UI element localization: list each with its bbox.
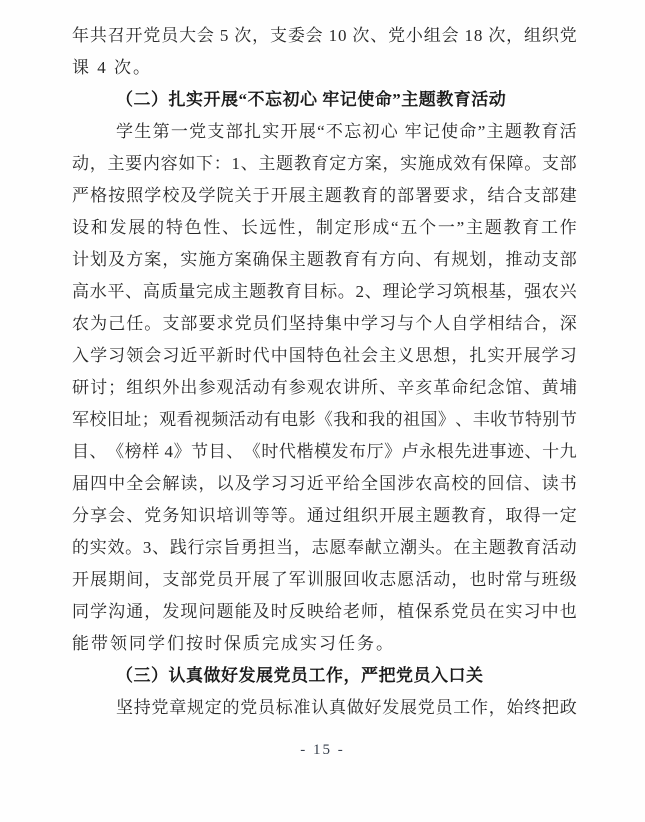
section-heading: （三）认真做好发展党员工作，严把党员入口关 — [116, 666, 484, 685]
paragraph-line: 计 划 及 方 案 ， 实 施 方 案 确 保 主 题 教 育 有 方 向 、 有 规 划 ， 推 动 支 部 — [72, 250, 577, 269]
paragraph-line: 能带领同学们按时保质完成实习任务。 — [72, 634, 395, 653]
page-footer — [0, 742, 645, 759]
paragraph-line: 的 实 效 。 3 、 践 行 宗 旨 勇 担 当 ， 志 愿 奉 献 立 潮 头 。 在 主 题 教 育 活 动 — [72, 538, 577, 557]
paragraph-line: 入 学 习 领 会 习 近 平 新 时 代 中 国 特 色 社 会 主 义 思 想 ， 扎 实 开 展 学 习 — [72, 346, 577, 365]
paragraph-line: 届 四 中 全 会 解 读 ， 以 及 学 习 习 近 平 给 全 国 涉 农 高 校 的 回 信 、 读 书 — [72, 474, 577, 493]
section-heading: （二）扎实开展“不忘初心 牢记使命”主题教育活动 — [116, 90, 507, 109]
paragraph-line: 设 和 发 展 的 特 色 性 、 长 远 性 ， 制 定 形 成 “ 五 个 一 ” 主 题 教 育 工 作 — [72, 218, 577, 237]
paragraph-line: 高 水 平 、 高 质 量 完 成 主 题 教 育 目 标 。 2 、 理 论 学 习 筑 根 基 ， 强 农 兴 — [72, 282, 577, 301]
paragraph-line: 坚 持 党 章 规 定 的 党 员 标 准 认 真 做 好 发 展 党 员 工 作 ， 始 终 把 政 — [116, 698, 577, 717]
paragraph-line: 年 共 召 开 党 员 大 会 5 次 ， 支 委 会 1 0 次 、 党 小 组 会 1 8 次 ， 组 织 党 — [72, 26, 577, 45]
paragraph-line: 分 享 会 、 党 务 知 识 培 训 等 等 。 通 过 组 织 开 展 主 题 教 育 ， 取 得 一 定 — [72, 506, 577, 525]
page-number: - 15 - — [300, 742, 345, 758]
paragraph-line: 动 ， 主 要 内 容 如 下 ： 1 、 主 题 教 育 定 方 案 ， 实 施 成 效 有 保 障 。 支 部 — [72, 154, 577, 173]
paragraph-line: 严 格 按 照 学 校 及 学 院 关 于 开 展 主 题 教 育 的 部 署 要 求 ， 结 合 支 部 建 — [72, 186, 577, 205]
document-body — [72, 20, 577, 724]
paragraph-line: 农 为 己 任 。 支 部 要 求 党 员 们 坚 持 集 中 学 习 与 个 人 自 学 相 结 合 ， 深 — [72, 314, 577, 333]
paragraph-line: 学 生 第 一 党 支 部 扎 实 开 展 “ 不 忘 初 心 牢 记 使 命 ” 主 题 教 育 活 — [116, 122, 577, 141]
paragraph-line: 研 讨 ； 组 织 外 出 参 观 活 动 有 参 观 农 讲 所 、 辛 亥 革 命 纪 念 馆 、 黄 埔 — [72, 378, 577, 397]
paragraph-line: 军 校 旧 址 ； 观 看 视 频 活 动 有 电 影 《 我 和 我 的 祖 国 》 、 丰 收 节 特 别 节 — [72, 410, 577, 429]
paragraph-line: 目 、 《 榜 样 4 》 节 目 、 《 时 代 楷 模 发 布 厅 》 卢 永 根 先 进 事 迹 、 十 九 — [72, 442, 577, 461]
paragraph-line: 开 展 期 间 ， 支 部 党 员 开 展 了 军 训 服 回 收 志 愿 活 动 ， 也 时 常 与 班 级 — [72, 570, 577, 589]
paragraph-line: 课 4 次。 — [72, 58, 152, 77]
paragraph-line: 同 学 沟 通 ， 发 现 问 题 能 及 时 反 映 给 老 师 ， 植 保 系 党 员 在 实 习 中 也 — [72, 602, 577, 621]
